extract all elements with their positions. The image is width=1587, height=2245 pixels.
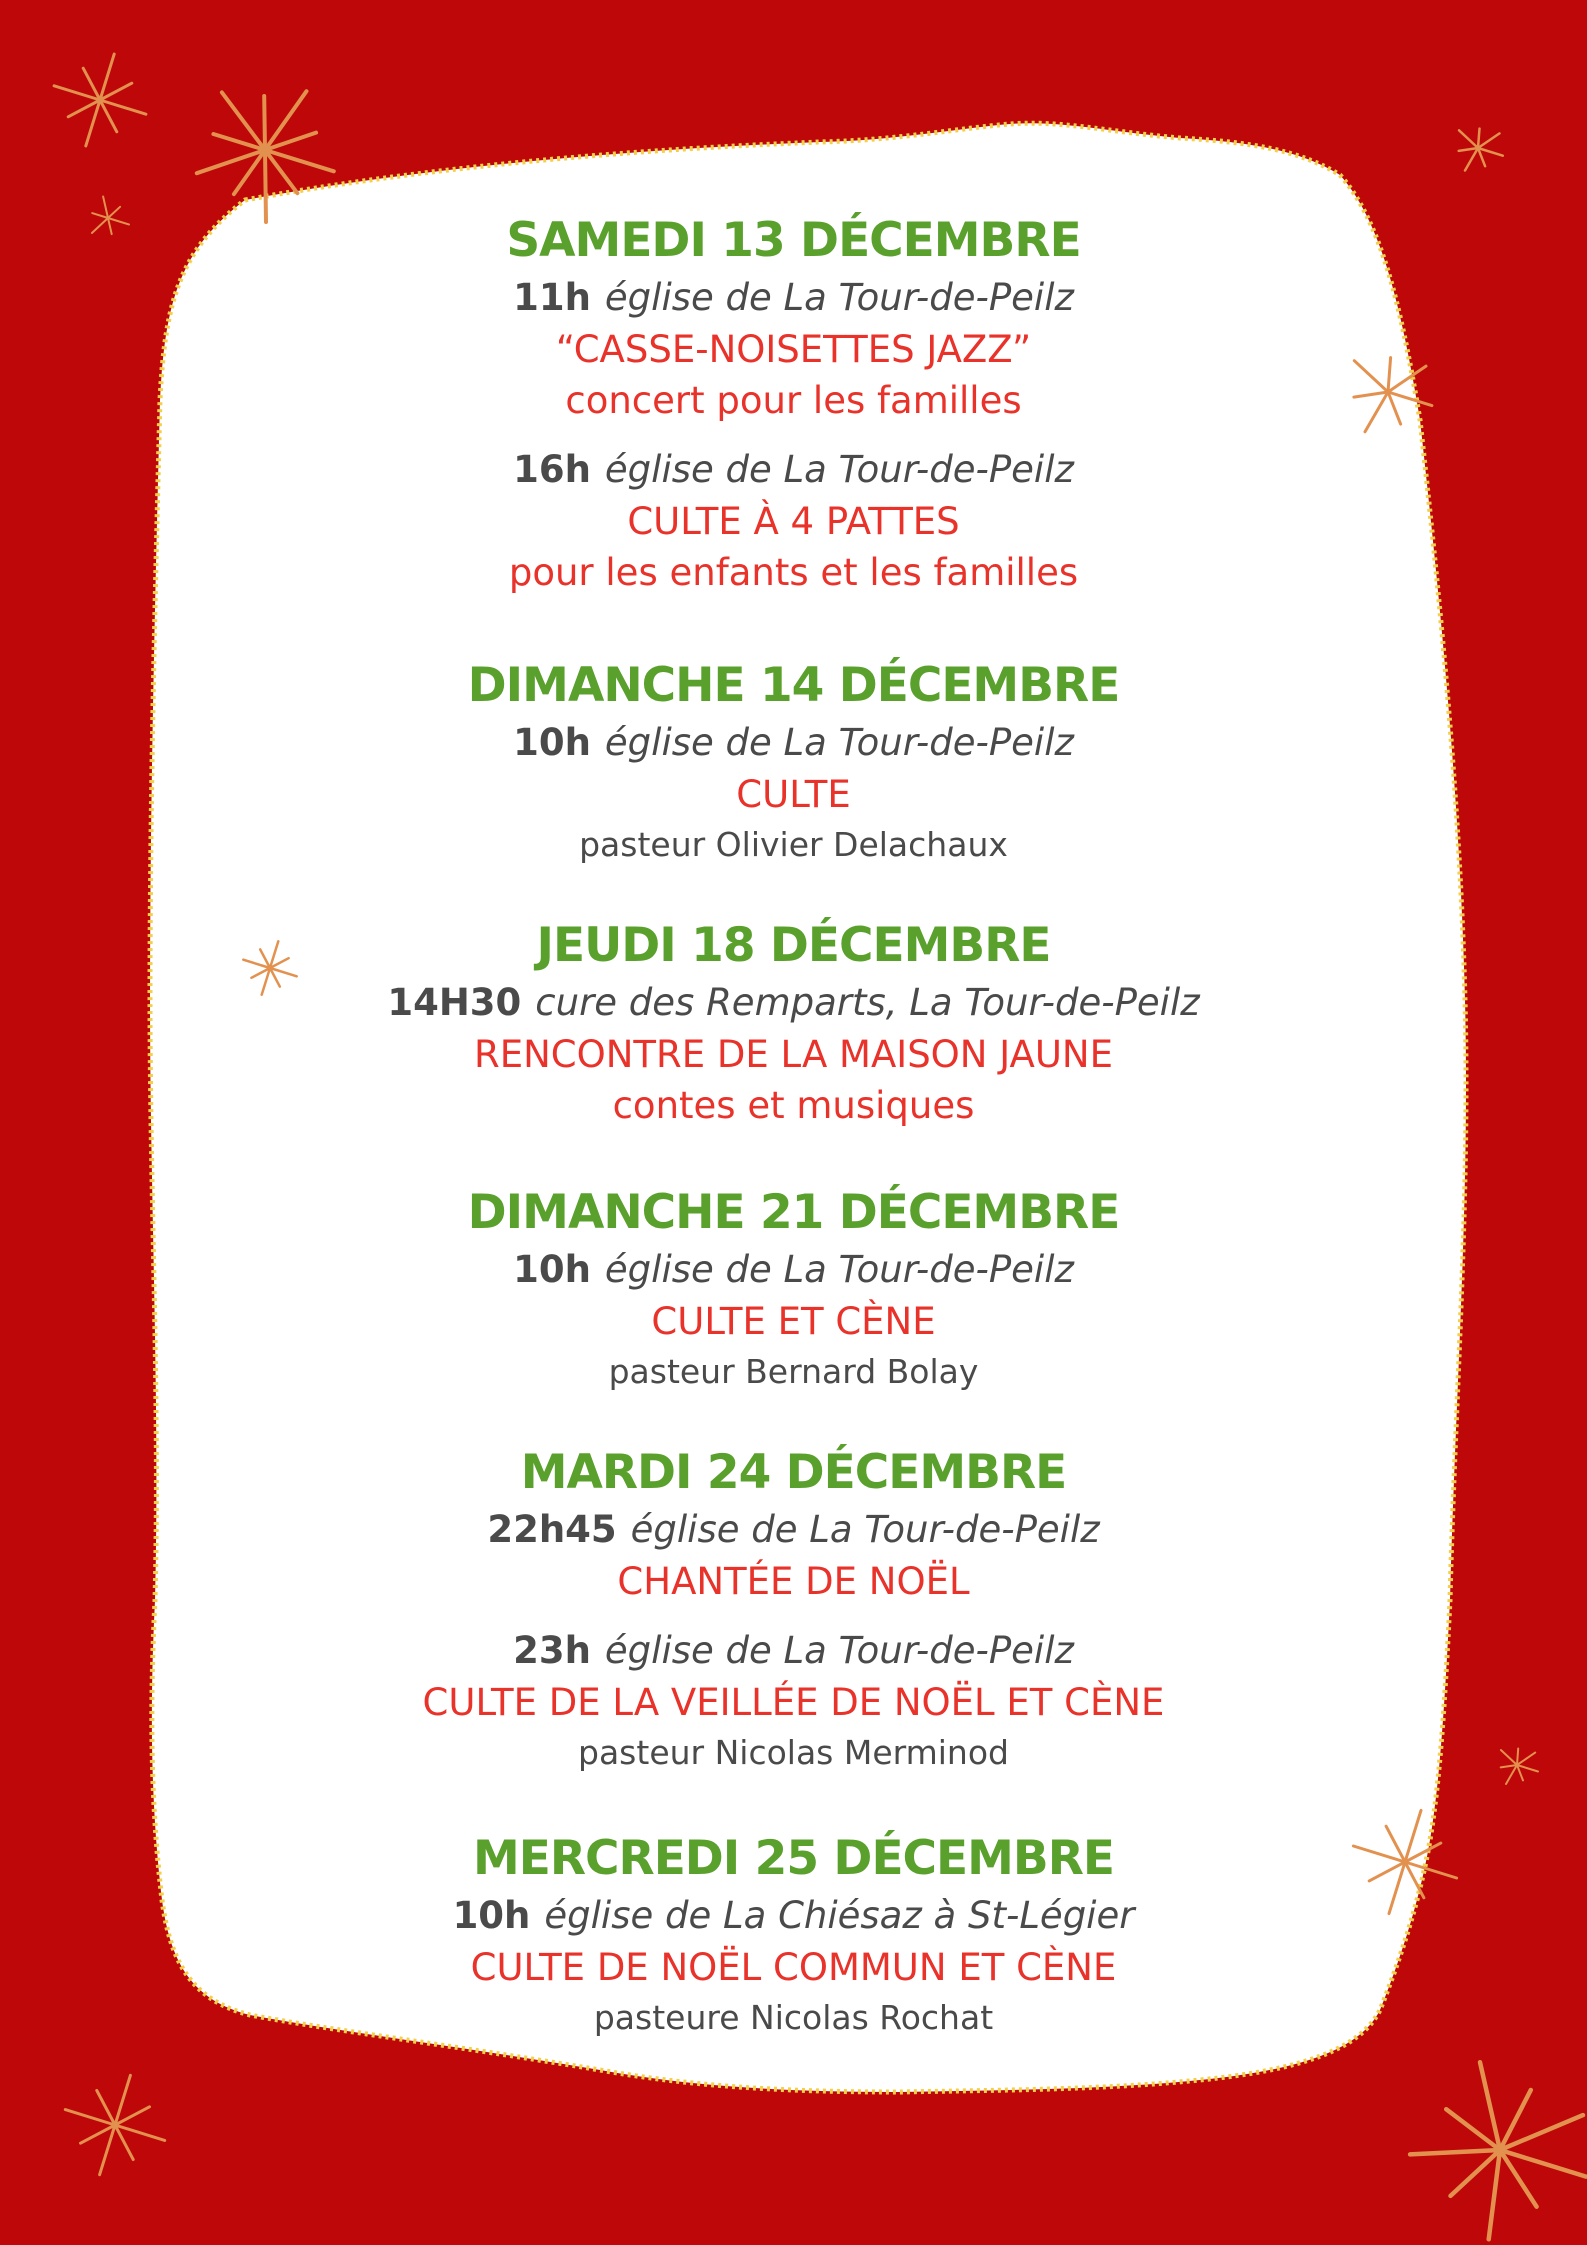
event-time: 11h [513, 276, 591, 319]
event-title: CULTE DE NOËL COMMUN ET CÈNE [470, 1946, 1117, 1989]
event-time: 10h [452, 1894, 531, 1937]
day-block [0, 655, 1587, 870]
event-officiant: pasteur Nicolas Merminod [578, 1733, 1009, 1772]
event-place: cure des Remparts, La Tour-de-Peilz [535, 981, 1200, 1024]
event-officiant: pasteure Nicolas Rochat [593, 1998, 994, 2037]
day-block [0, 1442, 1587, 1778]
event-time: 16h [513, 448, 591, 491]
event-subtitle: contes et musiques [612, 1084, 975, 1127]
event-place: église de La Chiésaz à St-Légier [544, 1894, 1135, 1937]
event-time-place [0, 1625, 1587, 1677]
day-heading: JEUDI 18 DÉCEMBRE [536, 918, 1051, 973]
event-time-place [0, 444, 1587, 496]
event-place: église de La Tour-de-Peilz [604, 1248, 1074, 1291]
event-title: CHANTÉE DE NOËL [617, 1560, 970, 1603]
day-heading: MARDI 24 DÉCEMBRE [520, 1445, 1067, 1500]
event-time-place [0, 1504, 1587, 1556]
event-officiant: pasteur Bernard Bolay [608, 1352, 979, 1391]
event-time: 22h45 [487, 1508, 617, 1551]
event-place: église de La Tour-de-Peilz [604, 276, 1074, 319]
event-time-place [0, 717, 1587, 769]
event-time: 10h [513, 721, 591, 764]
event-time: 14H30 [387, 981, 522, 1024]
event-title: CULTE ET CÈNE [651, 1300, 936, 1343]
event-time: 10h [513, 1248, 591, 1291]
event-time-place [0, 977, 1587, 1029]
day-heading: SAMEDI 13 DÉCEMBRE [506, 213, 1081, 268]
event-time-place [0, 1244, 1587, 1296]
event-place: église de La Tour-de-Peilz [604, 448, 1074, 491]
day-heading: DIMANCHE 14 DÉCEMBRE [467, 658, 1120, 713]
event-title: CULTE À 4 PATTES [627, 500, 960, 543]
day-block [0, 1182, 1587, 1397]
event-title: RENCONTRE DE LA MAISON JAUNE [474, 1033, 1113, 1076]
event-title: “CASSE-NOISETTES JAZZ” [555, 328, 1032, 371]
day-heading: DIMANCHE 21 DÉCEMBRE [467, 1185, 1120, 1240]
event-time-place [0, 1890, 1587, 1942]
event-place: église de La Tour-de-Peilz [630, 1508, 1100, 1551]
event-subtitle: pour les enfants et les familles [508, 551, 1079, 594]
day-heading: MERCREDI 25 DÉCEMBRE [472, 1831, 1115, 1886]
event-time-place [0, 272, 1587, 324]
event-title: CULTE DE LA VEILLÉE DE NOËL ET CÈNE [422, 1681, 1165, 1724]
event-subtitle: concert pour les familles [565, 379, 1022, 422]
event-title: CULTE [736, 773, 851, 816]
day-block [0, 1828, 1587, 2043]
event-time: 23h [513, 1629, 591, 1672]
event-officiant: pasteur Olivier Delachaux [579, 825, 1008, 864]
event-place: église de La Tour-de-Peilz [604, 721, 1074, 764]
day-block [0, 915, 1587, 1131]
event-place: église de La Tour-de-Peilz [604, 1629, 1074, 1672]
day-block [0, 210, 1587, 598]
